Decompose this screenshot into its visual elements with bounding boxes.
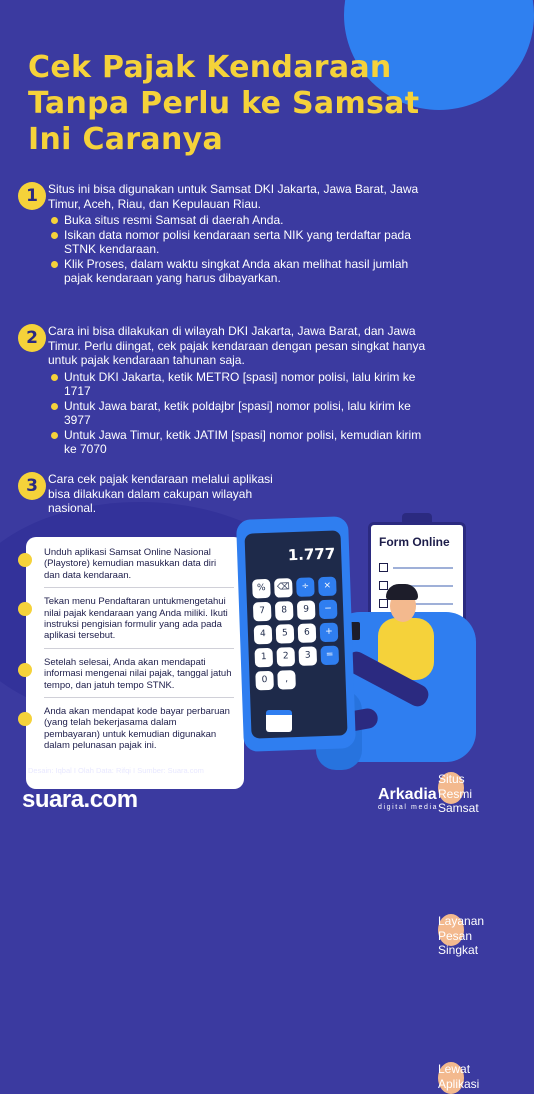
phone-screen [244,530,347,738]
calendar-icon [266,710,292,732]
bullet-item: Klik Proses, dalam waktu singkat Anda akan melihat hasil jumlah pajak kendaraan yang harus dibayarkan. [48,257,428,286]
calculator-display: 1.777 [287,544,336,565]
bullet-dot [18,712,32,726]
step-bullets [48,213,428,286]
title-line: Tanpa Perlu ke Samsat [28,86,420,121]
form-row [379,563,459,571]
step-description: Cara ini bisa dilakukan di wilayah DKI Jakarta, Jawa Barat, dan Jawa Timur. Perlu diingat, cek pajak kendaraan dengan pesan singkat hanya untuk pajak kendaraan tahunan saja. [48,324,426,367]
calculator-key: , [277,670,296,690]
title-line: Cek Pajak Kendaraan [28,50,392,85]
calculator-key: × [318,577,337,597]
app-step-item [44,594,234,649]
arkadia-tagline: digital media [378,804,439,811]
calculator-key: = [320,646,339,666]
person-hair [386,584,418,600]
app-step-text: Tekan menu Pendaftaran untukmengetahui nilai pajak kendaraan yang Anda miliki. Ikuti instruksi pengisian formulir yang ada pada aplikasi tersebut. [44,596,228,642]
page-title [28,50,448,158]
bullet-item: Untuk Jawa Timur, ketik JATIM [spasi] nomor polisi, kemudian kirim ke 7070 [48,428,428,457]
checkbox-icon [379,563,388,572]
checkbox-icon [379,581,388,590]
calculator-key: 8 [275,601,294,621]
calculator-key: ⌫ [274,578,293,598]
step-heading: Situs Resmi Samsat [438,772,479,815]
app-step-text: Unduh aplikasi Samsat Online Nasional (Playstore) kemudian masukkan data diri dan data kendaraan. [44,547,217,581]
step-bullets [48,370,428,457]
calculator-key: 4 [254,625,273,645]
title-line: Ini Caranya [28,122,224,157]
app-step-text: Anda akan mendapat kode bayar perbaruan (yang telah bekerjasama dalam pembayaran) untuk kemudian digunakan dalam pelunasan pajak ini. [44,706,230,752]
calculator-key: 2 [276,647,295,667]
app-step-item [44,704,234,758]
app-step-text: Setelah selesai, Anda akan mendapati informasi mengenai nilai pajak, tanggal jatuh tempo, dan jatuh tempo STNK. [44,656,232,691]
bullet-item: Buka situs resmi Samsat di daerah Anda. [48,213,428,228]
bullet-dot [18,663,32,677]
calculator-key: − [319,600,338,620]
calculator-key: + [320,623,339,643]
app-step-item [44,655,234,698]
step-number: 3 [18,472,46,500]
step-heading: Lewat Aplikasi [438,1062,464,1094]
bullet-dot [18,602,32,616]
calculator-key: 7 [253,602,272,622]
calculator-key: 5 [276,624,295,644]
calculator-key: 0 [255,671,274,691]
app-step-item [44,545,234,588]
calculator-key: 3 [298,646,317,666]
calculator-keypad [252,577,340,691]
calculator-key: 9 [297,600,316,620]
calculator-key: % [252,579,271,599]
arkadia-logo [378,786,438,811]
bullet-item: Untuk Jawa barat, ketik poldajbr [spasi] nomor polisi, lalu kirim ke 3977 [48,399,428,428]
credits-text: Desain: Iqbal I Olah Data: Rifqi I Sumber: Suara.com [28,766,204,775]
bullet-item: Untuk DKI Jakarta, ketik METRO [spasi] nomor polisi, lalu kirim ke 1717 [48,370,428,399]
step-description: Situs ini bisa digunakan untuk Samsat DKI Jakarta, Jawa Barat, Jawa Timur, Aceh, Riau, dan Kepulauan Riau. [48,182,419,211]
step-heading: Layanan Pesan Singkat [438,914,485,957]
form-line [393,567,453,569]
calculator-key: 1 [254,648,273,668]
app-steps-panel [26,537,244,789]
bullet-item: Isikan data nomor polisi kendaraan serta NIK yang terdaftar pada STNK kendaraan. [48,228,428,257]
step-description: Cara cek pajak kendaraan melalui aplikasi bisa dilakukan dalam cakupan wilayah nasional. [48,472,273,515]
form-title: Form Online [379,535,450,549]
bullet-dot [18,553,32,567]
arkadia-name: Arkadia [378,786,437,803]
calculator-phone-illustration [236,516,356,752]
suara-logo: suara.com [22,786,138,813]
calculator-key: 6 [298,623,317,643]
step-number: 2 [18,324,46,352]
step-number: 1 [18,182,46,210]
checkbox-icon [379,599,388,608]
calculator-key: ÷ [296,577,315,597]
